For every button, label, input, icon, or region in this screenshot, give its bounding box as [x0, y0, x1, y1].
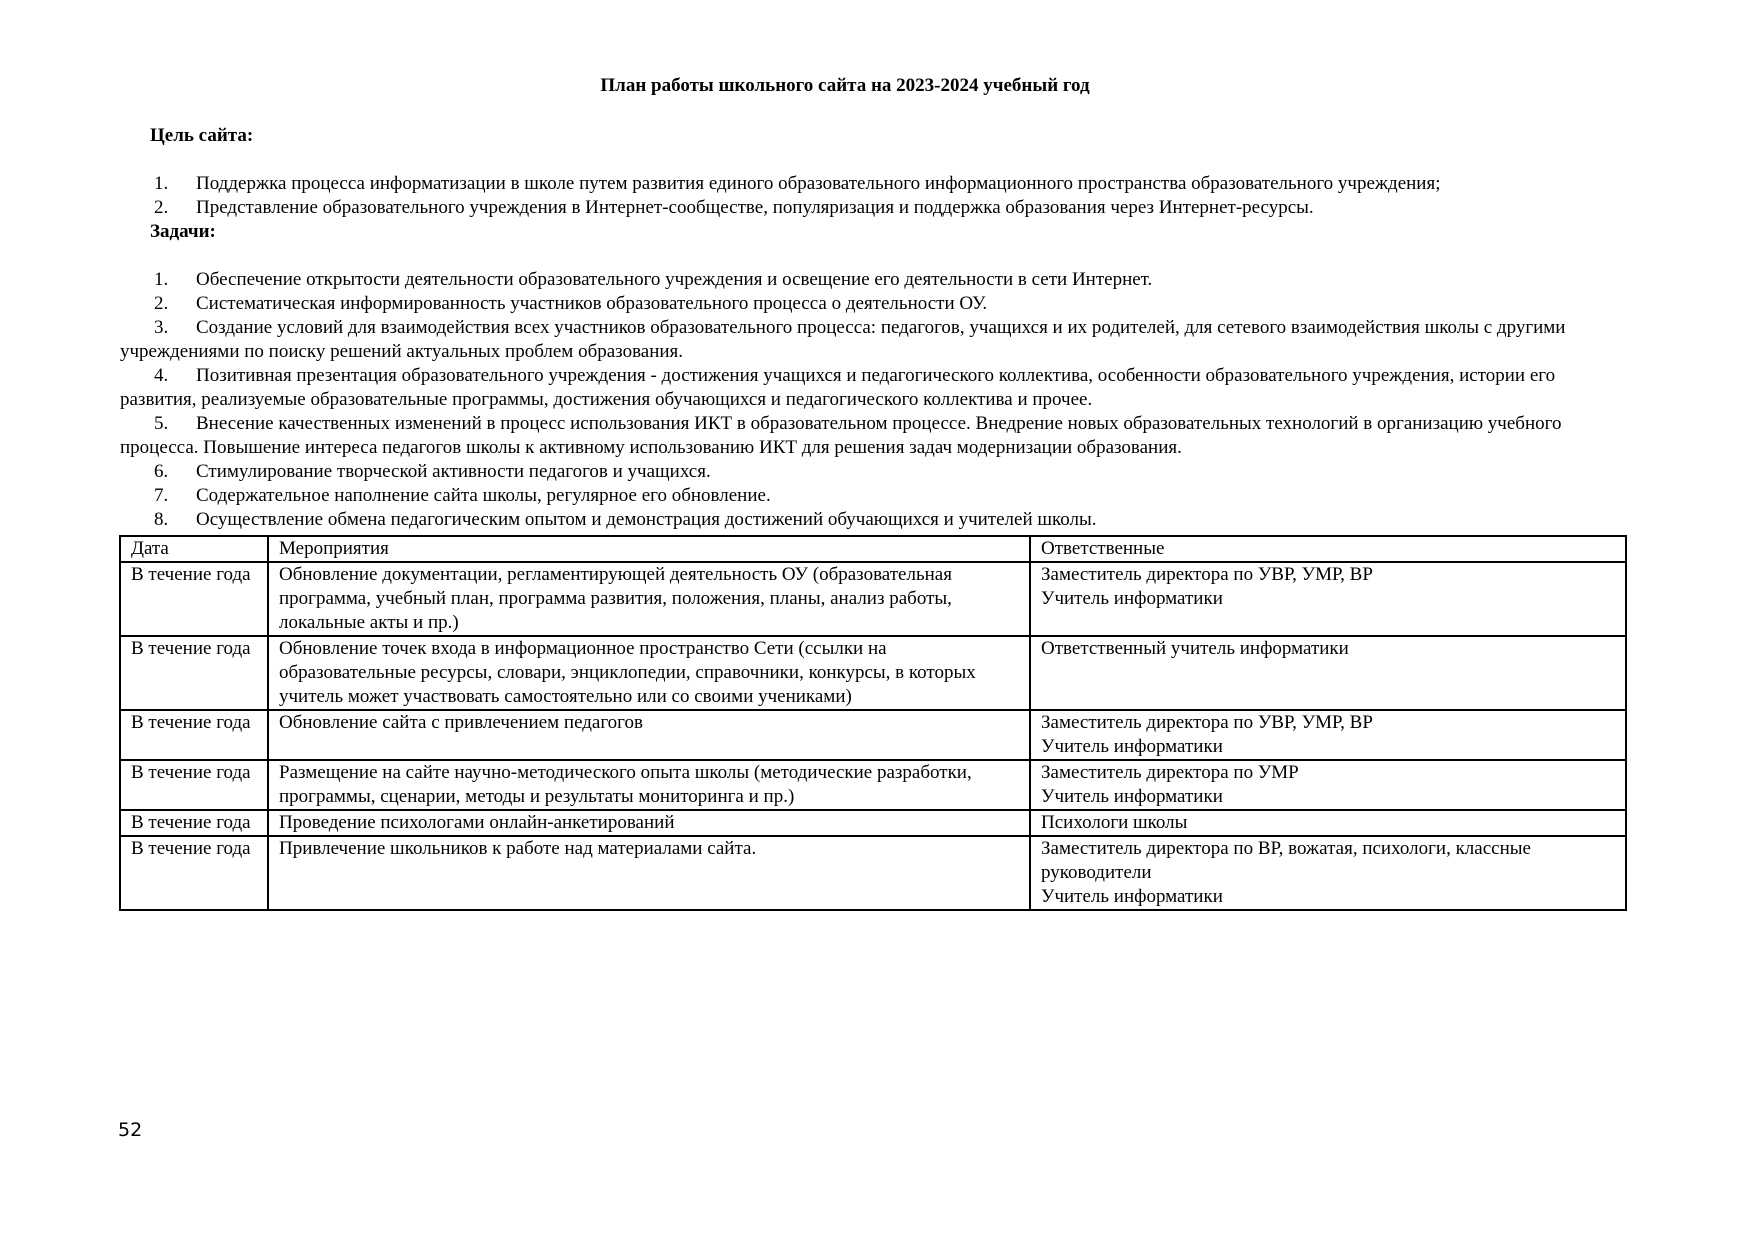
tasks-heading: Задачи: — [150, 221, 216, 242]
table-row — [120, 710, 1626, 760]
responsible-person: Учитель информатики — [1041, 886, 1223, 907]
event-cell: Обновление документации, регламентирующей деятельность ОУ (образовательная программа, учебный план, программа развития, положения, планы, анализ работы, локальные акты и пр.) — [268, 562, 1030, 636]
responsible-cell — [1030, 562, 1626, 636]
list-item — [120, 364, 1625, 412]
date-cell: В течение года — [120, 636, 268, 710]
list-item — [120, 196, 1625, 220]
date-cell: В течение года — [120, 562, 268, 636]
list-item-text: Осуществление обмена педагогическим опытом и демонстрация достижений обучающихся и учителей школы. — [196, 509, 1097, 530]
work-plan-table — [119, 535, 1627, 911]
list-item — [120, 316, 1625, 364]
list-item-text: Позитивная презентация образовательного учреждения - достижения учащихся и педагогического коллектива, особенности образовательного учреждения, истории его развития, реализуемые образовательные программы, достижения обучающихся и педагогического коллектива и прочее. — [120, 365, 1556, 410]
date-cell: В течение года — [120, 710, 268, 760]
list-item-number: 1. — [154, 269, 169, 290]
list-item-text: Внесение качественных изменений в процесс использования ИКТ в образовательном процессе. Внедрение новых образовательных технологий в организацию учебного процесса. Повышение интереса педагогов школы к активному использованию ИКТ для решения задач модернизации образования. — [120, 413, 1562, 458]
list-item-text: Представление образовательного учреждения в Интернет-сообществе, популяризация и поддержка образования через Интернет-ресурсы. — [196, 197, 1314, 218]
responsible-cell — [1030, 760, 1626, 810]
column-header-responsible: Ответственные — [1030, 536, 1626, 562]
table-row — [120, 562, 1626, 636]
list-item-number: 3. — [154, 317, 169, 338]
list-item — [120, 460, 1625, 484]
event-cell: Обновление сайта с привлечением педагогов — [268, 710, 1030, 760]
table-header-row — [120, 536, 1626, 562]
table-row — [120, 636, 1626, 710]
responsible-person: Заместитель директора по УМР — [1041, 762, 1299, 783]
responsible-person: Заместитель директора по ВР, вожатая, психологи, классные руководители — [1041, 838, 1531, 883]
list-item — [120, 292, 1625, 316]
list-item — [120, 412, 1625, 460]
tasks-list — [120, 268, 1625, 532]
list-item-number: 4. — [154, 365, 169, 386]
table-row — [120, 836, 1626, 910]
responsible-cell — [1030, 636, 1626, 710]
date-cell: В течение года — [120, 810, 268, 836]
list-item — [120, 484, 1625, 508]
goal-heading: Цель сайта: — [150, 125, 254, 146]
page-number: 52 — [118, 1119, 143, 1141]
event-cell: Привлечение школьников к работе над материалами сайта. — [268, 836, 1030, 910]
date-cell: В течение года — [120, 836, 268, 910]
goal-list — [120, 172, 1625, 220]
list-item-text: Систематическая информированность участников образовательного процесса о деятельности ОУ. — [196, 293, 988, 314]
event-cell: Обновление точек входа в информационное пространство Сети (ссылки на образовательные ресурсы, словари, энциклопедии, справочники, конкурсы, в которых учитель может участвовать самостоятельно или со своими учениками) — [268, 636, 1030, 710]
list-item-text: Поддержка процесса информатизации в школе путем развития единого образовательного информационного пространства образовательного учреждения; — [196, 173, 1441, 194]
responsible-person: Заместитель директора по УВР, УМР, ВР — [1041, 712, 1373, 733]
responsible-person: Учитель информатики — [1041, 786, 1223, 807]
list-item — [120, 268, 1625, 292]
event-cell: Размещение на сайте научно-методического опыта школы (методические разработки, программы, сценарии, методы и результаты мониторинга и пр.) — [268, 760, 1030, 810]
responsible-person: Учитель информатики — [1041, 588, 1223, 609]
responsible-person: Учитель информатики — [1041, 736, 1223, 757]
list-item-text: Содержательное наполнение сайта школы, регулярное его обновление. — [196, 485, 771, 506]
list-item-number: 6. — [154, 461, 169, 482]
column-header-date: Дата — [120, 536, 268, 562]
column-header-events: Мероприятия — [268, 536, 1030, 562]
responsible-person: Заместитель директора по УВР, УМР, ВР — [1041, 564, 1373, 585]
list-item-number: 8. — [154, 509, 169, 530]
list-item-text: Стимулирование творческой активности педагогов и учащихся. — [196, 461, 711, 482]
list-item-number: 7. — [154, 485, 169, 506]
date-cell: В течение года — [120, 760, 268, 810]
responsible-cell — [1030, 810, 1626, 836]
list-item-number: 2. — [154, 197, 169, 218]
list-item-text: Создание условий для взаимодействия всех участников образовательного процесса: педагогов, учащихся и их родителей, для сетевого взаимодействия школы с другими учреждениями по поиску решений актуальных проблем образования. — [120, 317, 1566, 362]
responsible-person: Ответственный учитель информатики — [1041, 638, 1349, 659]
list-item-text: Обеспечение открытости деятельности образовательного учреждения и освещение его деятельности в сети Интернет. — [196, 269, 1153, 290]
document-title: План работы школьного сайта на 2023-2024 учебный год — [600, 75, 1090, 96]
list-item-number: 1. — [154, 173, 169, 194]
table-row — [120, 760, 1626, 810]
table-row — [120, 810, 1626, 836]
responsible-cell — [1030, 836, 1626, 910]
list-item — [120, 172, 1625, 196]
responsible-person: Психологи школы — [1041, 812, 1188, 833]
responsible-cell — [1030, 710, 1626, 760]
list-item-number: 2. — [154, 293, 169, 314]
list-item-number: 5. — [154, 413, 169, 434]
event-cell: Проведение психологами онлайн-анкетирований — [268, 810, 1030, 836]
list-item — [120, 508, 1625, 532]
